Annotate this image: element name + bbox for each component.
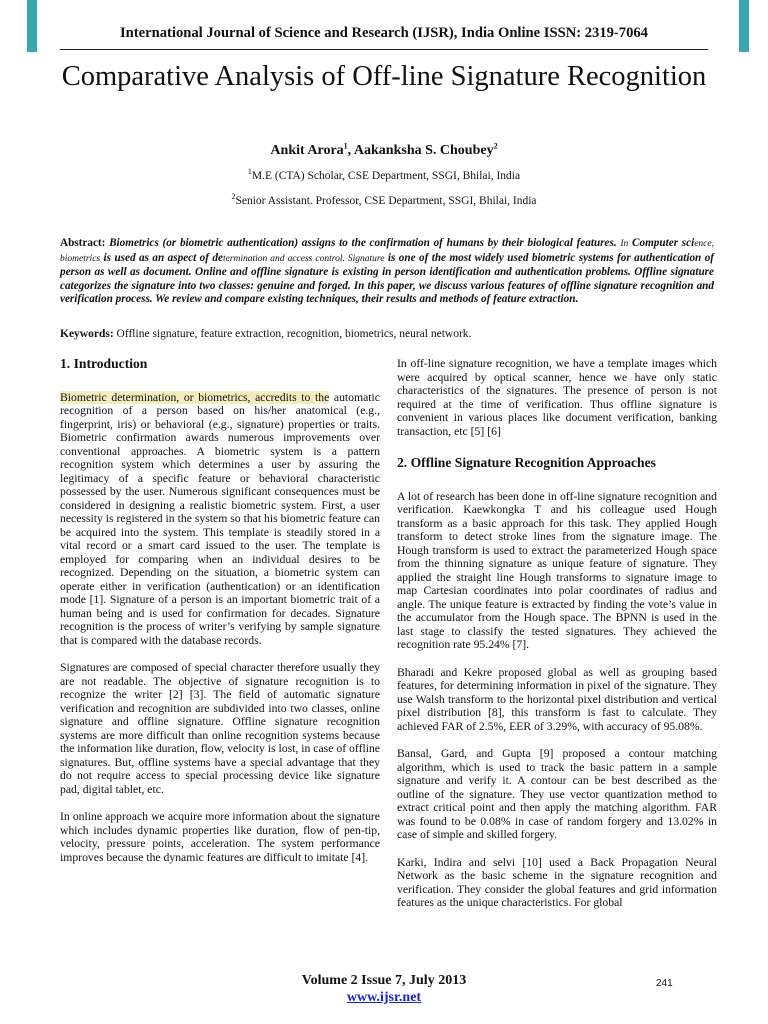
section-2-paragraph-3: Bansal, Gard, and Gupta [9] proposed a contour matching algorithm, which is used to track the basic pattern in a sample signature and verify it. A contour can be best described as the outline of the signature. They use vector quantization method to extract critical point and then apply the matching algorithm. FAR was found to be 0.08% in case of random forgery and 13.02% in case of simple and skilled forgery. [397, 747, 717, 841]
footer-url-link[interactable]: www.ijsr.net [346, 990, 422, 1005]
journal-header: International Journal of Science and Research (IJSR), India Online ISSN: 2319-7064 [120, 25, 648, 41]
footer-volume: Volume 2 Issue 7, July 2013 [301, 973, 467, 988]
intro-heading: 1. Introduction [60, 356, 148, 371]
intro-paragraph-1-rest: automatic recognition of a person based on his/her anatomical (e.g., fingerprint, iris) or behavioral (e.g., signature) properties or traits. Biometric confirmation awards numerous improvements over conventional approaches. A biometric system is a pattern recognition system which determines a user by assuring the legitimacy of a specific feature or behavioral characteristic possessed by the user. Numerous significant consequences must be considered in designing a realistic biometric system. First, a user necessity is registered in the system so that his biometric feature can be acquired into the system. This template is steadily stored in a vital record or a smart card issued to the user. The template is employed for comparing when an individual desires to be recognized. Depending on the situation, a biometric system can operate either in verification (authentication) or an identification mode [1]. Signature of a person is an important biometric trait of a human being and is used for confirmation for decades. Signature recognition is the process of writer’s verifying by sample signature that is compared with the database records. [60, 390, 380, 647]
intro-paragraph-2: Signatures are composed of special character therefore usually they are not readable. The objective of signature recognition is to recognize the writer [2] [3]. The field of automatic signature verification and recognition are subdivided into two classes, online signature and offline signature. Offline signature recognition systems are more difficult than online recognition systems because the information like duration, flow, velocity is lost, in case of offline signatures. But, offline systems have a special advantage that they do not require access to special processing device like signature pad, digital tablet, etc. [60, 661, 380, 796]
highlighted-text: Biometric determination, or biometrics, accredits to the [60, 390, 330, 404]
header-rule [60, 49, 708, 50]
right-paragraph-1: In off-line signature recognition, we have a template images which were acquired by optical scanner, hence we have only static characteristics of the signatures. The presence of person is not required at the time of verification. Thus offline signature is convenient in various places like document verification, banking transaction, etc [5] [6] [397, 357, 717, 438]
author-2: Aakanksha S. Choubey [353, 143, 494, 158]
abstract-part-7: is one of the most widely used biometric systems for authentication of person as well as document. Online and offline signature is existing in person identification and authentication problems. Offline signature categorizes the signature into two classes: genuine and forged. In this paper, we discuss various features of offline signature recognition and verification process. We review and compare existing techniques, their results and methods of feature extraction. [60, 251, 715, 305]
abstract-part-3: Computer sci [632, 237, 695, 249]
affiliation-1-text: M.E (CTA) Scholar, CSE Department, SSGI, Bhilai, India [251, 170, 521, 182]
author-2-sup: 2 [493, 141, 498, 151]
abstract-part-6: termination and access control. Signature [222, 253, 385, 264]
intro-paragraph-1 [60, 391, 380, 648]
author-1-sup: 1 [343, 141, 348, 151]
affiliation-2 [0, 192, 768, 207]
affiliation-1 [0, 167, 768, 182]
affiliation-2-text: Senior Assistant. Professor, CSE Department, SSGI, Bhilai, India [235, 195, 537, 207]
author-separator: , [347, 143, 354, 158]
abstract-part-4: ence, biometrics [60, 239, 714, 264]
abstract-part-5: is used as an aspect of de [103, 251, 223, 264]
affiliation-2-sup: 2 [231, 192, 236, 202]
author-1: Ankit Arora [270, 143, 344, 158]
abstract [60, 237, 714, 307]
left-column [60, 357, 380, 878]
section-2-paragraph-1: A lot of research has been done in off-line signature recognition and verification. Kaewkongka T and his colleague used Hough transform as a basic approach for this task. They applied Hough transform to detect stroke lines from the signature image. The Hough transform is used to extract the parameterized Hough space from the thinning signature as unique feature of signature. They applied the straight line Hough transforms to signature image to map Cartesian coordinates into polar coordinates of radius and angle. The unique feature is extracted by finding the vote’s value in the accumulator from the Hough space. The BPNN is used in the last stage to classify the tested signatures. They achieved the recognition rate 95.24% [7]. [397, 489, 717, 651]
section-2-heading: 2. Offline Signature Recognition Approaches [397, 455, 656, 470]
section-2-paragraph-2: Bharadi and Kekre proposed global as well as grouping based features, for determining information in pixel of the signature. They use Walsh transform to the horizontal pixel distribution and vertical pixel distribution [8], this transform is fast to calculate. They achieved FAR of 2.5%, EER of 3.29%, with accuracy of 95.08%. [397, 665, 717, 733]
author-line [0, 143, 768, 159]
paper-title: Comparative Analysis of Off-line Signature Recognition [61, 61, 707, 92]
intro-paragraph-3: In online approach we acquire more information about the signature which includes dynamic properties like duration, flow of pen-tip, velocity, pressure points, acceleration. The system performance improves because the dynamic features are difficult to imitate [4]. [60, 810, 380, 864]
page-number: 241 [656, 978, 673, 989]
abstract-part-1: Biometrics (or biometric authentication) assigns to the confirmation of humans by their biological features. [109, 237, 617, 249]
abstract-label: Abstract: [60, 237, 106, 249]
right-column [397, 357, 717, 924]
abstract-part-2: In [620, 239, 629, 249]
keywords-label: Keywords: [60, 328, 114, 340]
affiliation-1-sup: 1 [247, 167, 252, 177]
keywords [60, 328, 714, 340]
section-2-paragraph-4: Karki, Indira and selvi [10] used a Back Propagation Neural Network as the basic scheme in the signature recognition and verification. They consider the global features and grid information features as the unique characteristics. For global [397, 855, 717, 909]
keywords-text: Offline signature, feature extraction, recognition, biometrics, neural network. [116, 328, 472, 340]
